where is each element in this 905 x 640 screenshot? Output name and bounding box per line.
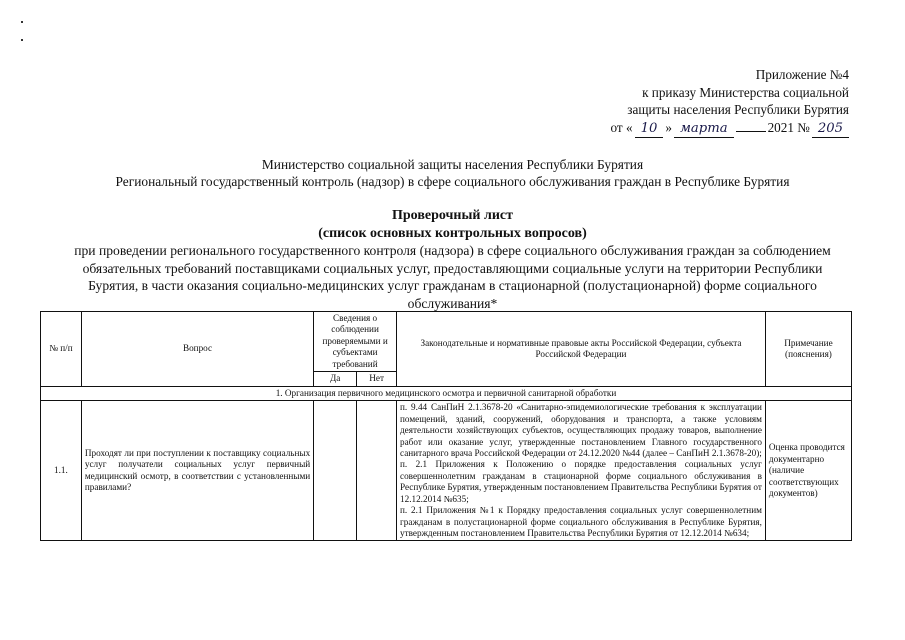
appendix-line: защиты населения Республики Бурятия — [627, 102, 849, 118]
document-subtitle: (список основных контрольных вопросов) — [318, 225, 587, 241]
control-name: Региональный государственный контроль (надзор) в сфере социального обслуживания граждан в Республике Бурятия — [115, 174, 790, 190]
ministry-header — [0, 156, 905, 191]
header-no: Нет — [357, 372, 397, 387]
document-description: при проведении регионального государственного контроля (надзора) в сфере социального обслуживания граждан за соблюдением обязательных требований поставщиками социальных услуг, предоставляющими социальные услуги на территории Республики Бурятия, в части оказания социально-медицинских услуг гражданам в стационарной (полустационарной) форме социального обслуживания* — [74, 243, 831, 311]
header-yes: Да — [314, 372, 357, 387]
header-compliance: Сведения о соблюдении проверяемыми и субъектами требований — [314, 312, 397, 372]
row-number: 1.1. — [41, 401, 82, 541]
appendix-date-line — [611, 119, 850, 139]
date-blank-line — [736, 119, 766, 132]
scan-artifact-dot — [21, 39, 23, 41]
ministry-name: Министерство социальной защиты населения Республики Бурятия — [261, 157, 644, 172]
table-header-row — [41, 312, 852, 372]
date-year-number: 2021 № — [767, 119, 810, 135]
document-title: Проверочный лист — [392, 208, 513, 223]
row-note: Оценка проводится документарно (наличие соответствующих документов) — [765, 401, 851, 541]
section-row — [41, 387, 852, 401]
row-laws — [397, 401, 766, 541]
checklist-table — [40, 311, 852, 541]
header-note: Примечание (пояснения) — [765, 312, 851, 387]
law-paragraph: п. 2.1 Приложения №1 к Порядку предоставления социальных услуг совершеннолетним гражданам в полустационарной форме социального обслуживания в Республике Бурятия, утвержденным постановлением Правительства Республики Бурятия от 12.12.2014 №634; — [400, 505, 762, 538]
row-question: Проходят ли при поступлении к поставщику социальных услуг получатели социальных услуг первичный медицинский осмотр, в соответствии с установленными правилами? — [81, 401, 313, 541]
section-title: 1. Организация первичного медицинского осмотра и первичной санитарной обработки — [41, 387, 852, 401]
handwritten-number: 205 — [812, 120, 849, 139]
appendix-header — [611, 66, 850, 138]
date-mid: » — [665, 119, 672, 135]
date-prefix: от « — [610, 119, 633, 135]
row-yes-cell[interactable] — [314, 401, 357, 541]
header-question: Вопрос — [81, 312, 313, 387]
header-laws: Законодательные и нормативные правовые акты Российской Федерации, субъекта Российской Федерации — [397, 312, 766, 387]
document-title-block — [0, 207, 905, 312]
handwritten-month: марта — [674, 120, 734, 139]
law-paragraph: п. 2.1 Приложения к Положению о порядке предоставления социальных услуг совершеннолетним гражданам в стационарной форме социального обслуживания в Республике Бурятия, утвержденным постановлением Правительства Республики Бурятия от 12.12.2014 №635; — [400, 459, 762, 504]
table-row — [41, 401, 852, 541]
appendix-line: к приказу Министерства социальной — [642, 84, 849, 100]
header-num: № п/п — [41, 312, 82, 387]
row-no-cell[interactable] — [357, 401, 397, 541]
handwritten-day: 10 — [635, 120, 664, 139]
law-paragraph: п. 9.44 СанПиН 2.1.3678-20 «Санитарно-эпидемиологические требования к эксплуатации помещений, зданий, сооружений, оборудования и транспорта, а также условиям деятельности хозяйствующих субъектов, осуществляющих продажу товаров, выполнение работ или оказание услуг, утвержденные постановлением Главного государственного санитарного врача Российской Федерации от 24.12.2020 №44 (далее – СанПиН 2.1.3678-20); — [400, 402, 762, 459]
scan-artifact-dot — [21, 21, 23, 23]
appendix-line: Приложение №4 — [755, 67, 849, 82]
